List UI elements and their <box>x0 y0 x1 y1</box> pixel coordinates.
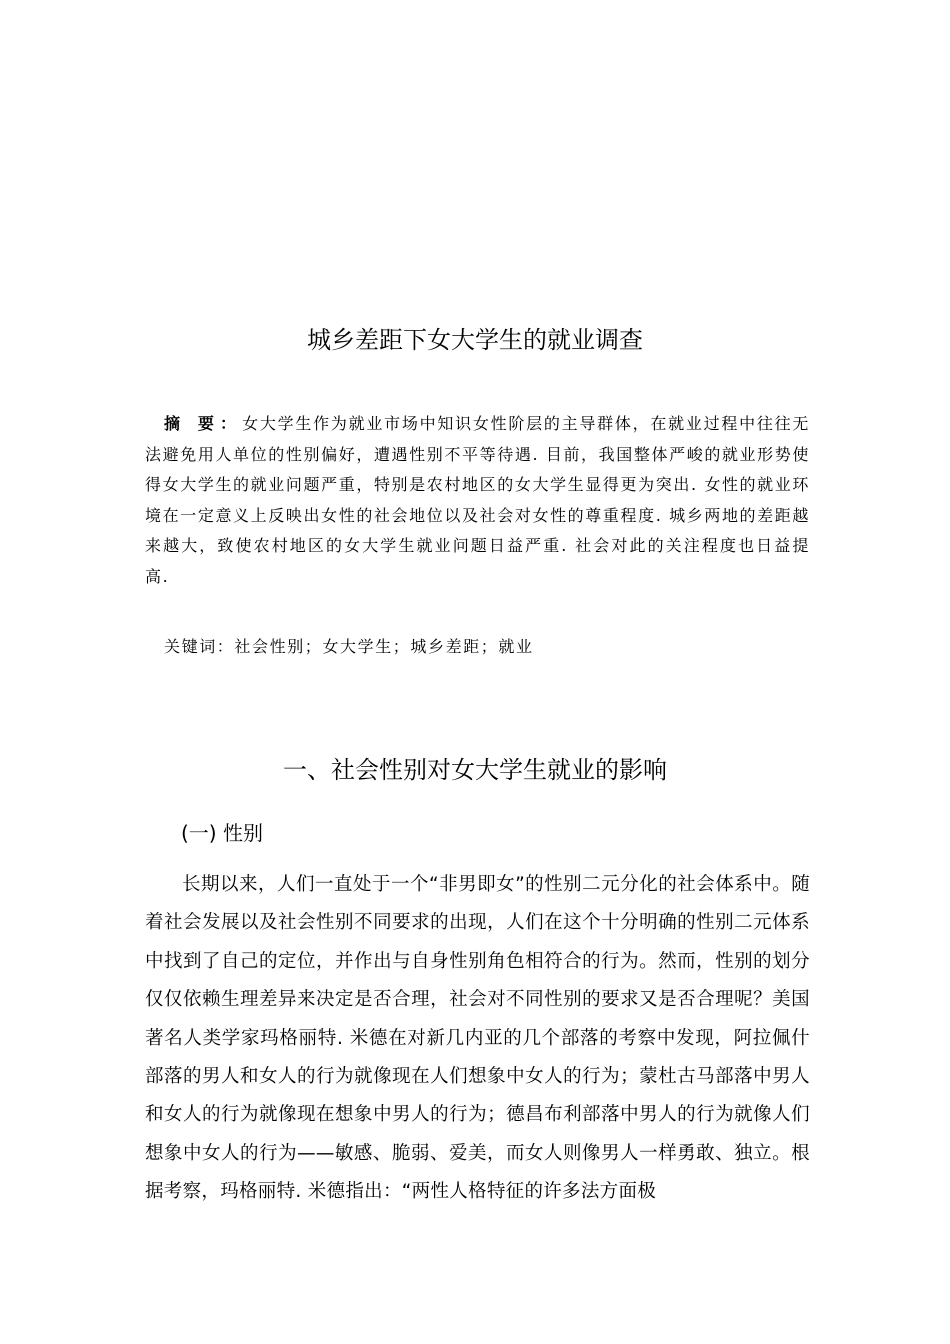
keywords-label: 关键词： <box>164 637 235 656</box>
abstract-text: 女大学生作为就业市场中知识女性阶层的主导群体，在就业过程中往往无法避免用人单位的性别偏好，遭遇性别不平等待遇. 目前，我国整体严峻的就业形势使得女大学生的就业问题严重，特别是农村地区的女大学生显得更为突出. 女性的就业环境在一定意义上反映出女性的社会地位以及社会对女性的尊重程度. 城乡两地的差距越来越大，致使农村地区的女大学生就业问题日益严重. 社会对此的关注程度也日益提高. <box>145 414 810 586</box>
keywords-text: 社会性别；女大学生；城乡差距；就业 <box>234 637 534 656</box>
abstract <box>145 409 810 593</box>
keywords <box>164 632 534 662</box>
section-heading: 一、社会性别对女大学生就业的影响 <box>283 756 667 784</box>
abstract-label: 摘 要： <box>164 414 243 433</box>
document-title: 城乡差距下女大学生的就业调查 <box>307 326 643 354</box>
sub-heading: (一) 性别 <box>181 821 263 845</box>
body-paragraph: 长期以来，人们一直处于一个“非男即女”的性别二元分化的社会体系中。随着社会发展以及社会性别不同要求的出现，人们在这个十分明确的性别二元体系中找到了自己的定位，并作出与自身性别角色相符合的行为。然而，性别的划分仅仅依赖生理差异来决定是否合理，社会对不同性别的要求又是否合理呢？美国著名人类学家玛格丽特. 米德在对新几内亚的几个部落的考察中发现，阿拉佩什部落的男人和女人的行为就像现在人们想象中女人的行为；蒙杜古马部落中男人和女人的行为就像现在想象中男人的行为；德昌布利部落中男人的行为就像人们想象中女人的行为——敏感、脆弱、爱美，而女人则像男人一样勇敢、独立。根据考察，玛格丽特. 米德指出：“两性人格特征的许多法方面极 <box>145 874 810 1203</box>
